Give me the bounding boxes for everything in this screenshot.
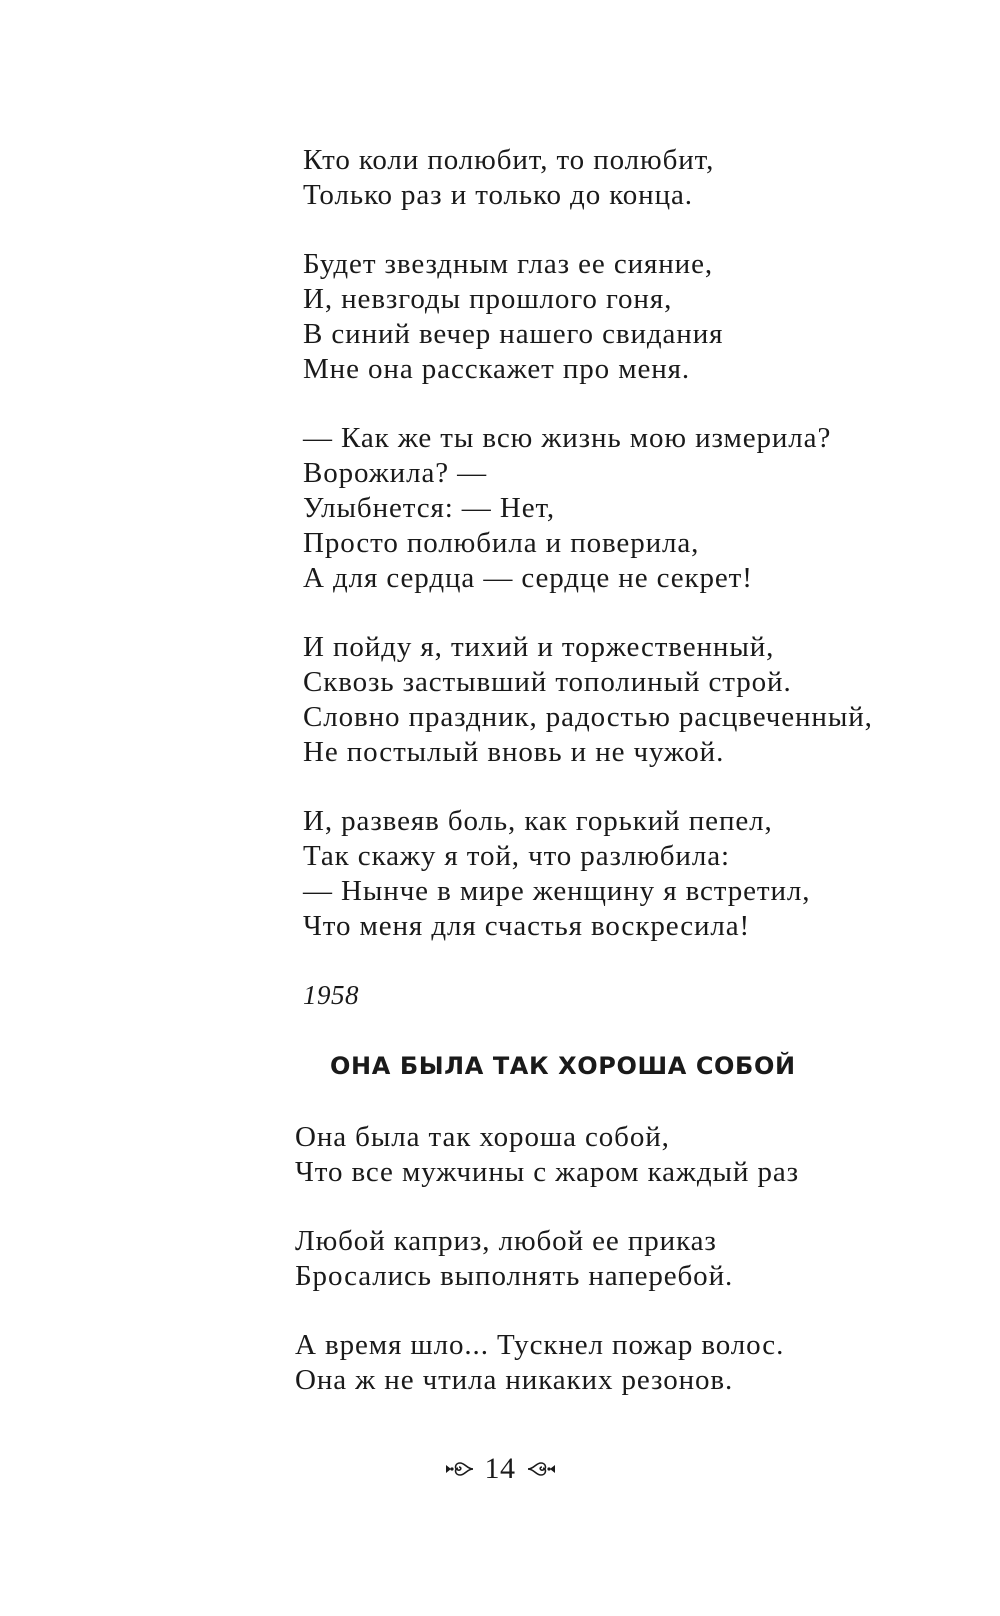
poem-line: Бросались выполнять наперебой.	[295, 1260, 734, 1292]
poem-line: И, развеяв боль, как горький пепел,	[303, 805, 773, 837]
page-number: 14	[484, 1452, 516, 1485]
poem-line: Она была так хороша собой,	[295, 1121, 670, 1153]
poem-line: И пойду я, тихий и торжественный,	[303, 631, 775, 663]
poem-line: В синий вечер нашего свидания	[303, 318, 724, 350]
poem-line: Кто коли полюбит, то полюбит,	[303, 144, 715, 176]
stanza-5	[303, 804, 923, 944]
poem-line: Улыбнется: — Нет,	[303, 492, 556, 524]
poem-line: Сквозь застывший тополиный строй.	[303, 666, 792, 698]
poem-2	[295, 1120, 915, 1432]
poem-line: Просто полюбила и поверила,	[303, 527, 700, 559]
page-footer	[0, 1452, 1000, 1486]
poem-line: Ворожила? —	[303, 457, 488, 489]
poem-line: Так скажу я той, что разлюбила:	[303, 840, 730, 872]
poem-line: Словно праздник, радостью расцвеченный,	[303, 701, 873, 733]
poem-title: ОНА БЫЛА ТАК ХОРОША СОБОЙ	[330, 1052, 796, 1080]
poem-line: Только раз и только до конца.	[303, 179, 693, 211]
poem-line: Что меня для счастья воскресила!	[303, 910, 751, 942]
stanza-2	[303, 247, 923, 387]
poem-1	[303, 143, 923, 978]
poem-line: Не постылый вновь и не чужой.	[303, 736, 725, 768]
stanza-1	[295, 1120, 915, 1190]
poem-line: — Как же ты всю жизнь мою измерила?	[303, 422, 832, 454]
flourish-left-icon	[443, 1458, 475, 1480]
stanza-3	[303, 421, 923, 596]
poem-line: Что все мужчины с жаром каждый раз	[295, 1156, 799, 1188]
stanza-3	[295, 1328, 915, 1398]
poem-line: Мне она расскажет про меня.	[303, 353, 691, 385]
poem-line: И, невзгоды прошлого гоня,	[303, 283, 673, 315]
poem-date: 1958	[303, 980, 359, 1010]
poem-line: Она ж не чтила никаких резонов.	[295, 1364, 734, 1396]
poem-line: Будет звездным глаз ее сияние,	[303, 248, 714, 280]
poem-line: А для сердца — сердце не секрет!	[303, 562, 753, 594]
stanza-2	[295, 1224, 915, 1294]
poem-line: — Нынче в мире женщину я встретил,	[303, 875, 811, 907]
stanza-4	[303, 630, 923, 770]
stanza-1	[303, 143, 923, 213]
flourish-right-icon	[526, 1458, 558, 1480]
poem-line: Любой каприз, любой ее приказ	[295, 1225, 717, 1257]
poem-line: А время шло... Тускнел пожар волос.	[295, 1329, 785, 1361]
